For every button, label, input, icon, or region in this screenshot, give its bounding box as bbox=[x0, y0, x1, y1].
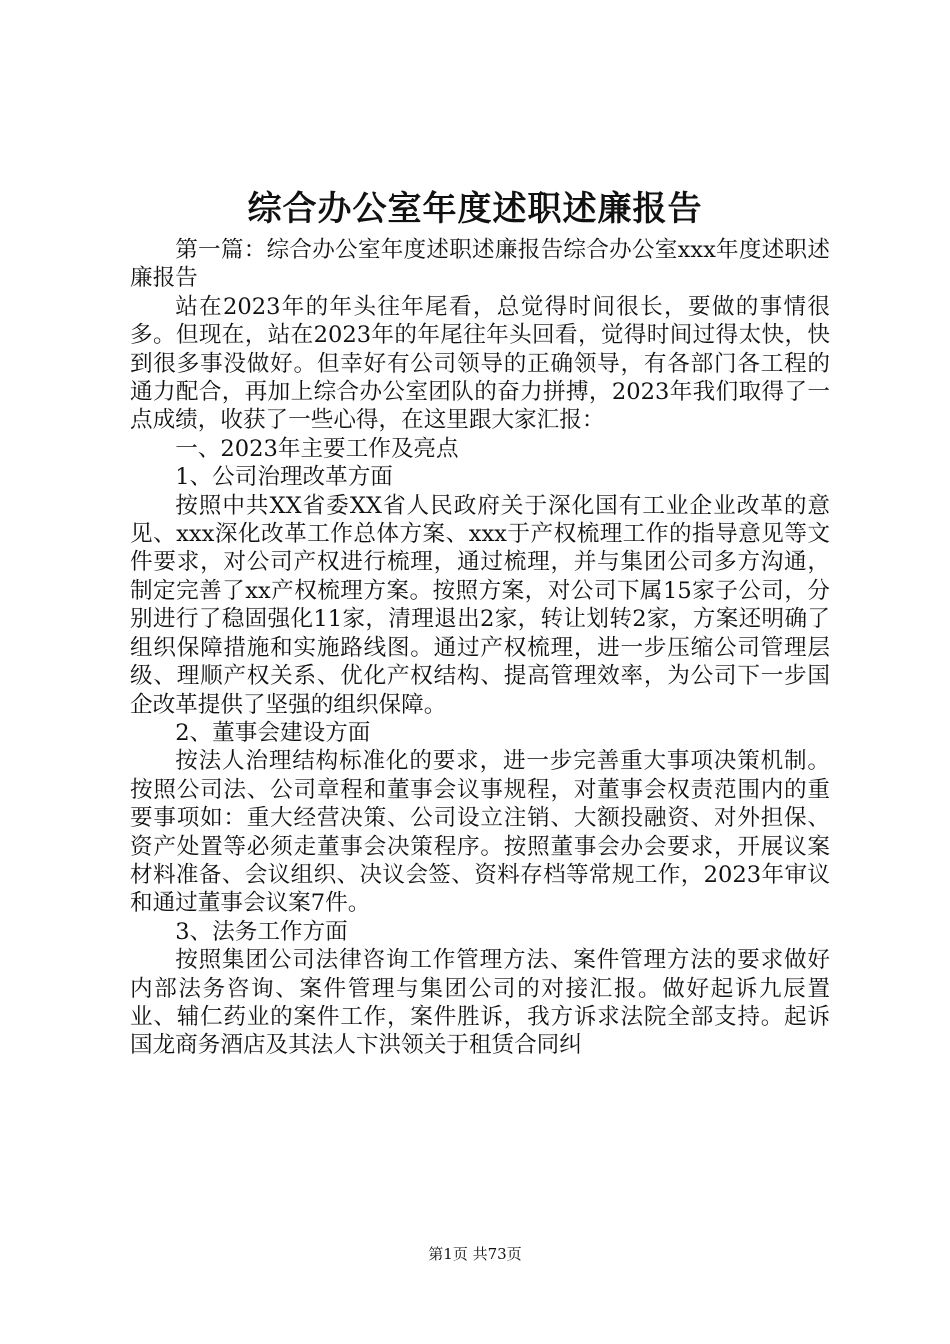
document-title: 综合办公室年度述职述廉报告 bbox=[247, 189, 703, 229]
paragraph-intro: 第一篇：综合办公室年度述职述廉报告综合办公室xxx年度述职述廉报告 bbox=[130, 237, 830, 292]
paragraph-board: 按法人治理结构标准化的要求，进一步完善重大事项决策机制。按照公司法、公司章程和董事会议事规程，对董事会权责范围内的重要事项如：重大经营决策、公司设立注销、大额投融资、对外担保、资产处置等必须走董事会决策程序。按照董事会办会要求，开展议案材料准备、会议组织、决议会签、资料存档等常规工作，2023年审议和通过董事会议案7件。 bbox=[130, 748, 830, 917]
paragraph-summary: 站在2023年的年头往年尾看，总觉得时间很长，要做的事情很多。但现在，站在2023年的年尾往年头回看，觉得时间过得太快，快到很多事没做好。但幸好有公司领导的正确领导，有各部门各工程的通力配合，再加上综合办公室团队的奋力拼搏，2023年我们取得了一点成绩，收获了一些心得，在这里跟大家汇报： bbox=[130, 293, 830, 434]
page-footer: 第1页 共73页 bbox=[428, 1245, 522, 1263]
subheading-board: 2、董事会建设方面 bbox=[175, 719, 371, 746]
document-body bbox=[130, 236, 830, 1060]
paragraph-legal: 按照集团公司法律咨询工作管理方法、案件管理方法的要求做好内部法务咨询、案件管理与集团公司的对接汇报。做好起诉九辰置业、辅仁药业的案件工作，案件胜诉，我方诉求法院全部支持。起诉国龙商务酒店及其法人卞洪领关于租赁合同纠 bbox=[130, 947, 830, 1059]
paragraph-governance: 按照中共XX省委XX省人民政府关于深化国有工业企业改革的意见、xxx深化改革工作总体方案、xxx于产权梳理工作的指导意见等文件要求，对公司产权进行梳理，通过梳理，并与集团公司多方沟通，制定完善了xx产权梳理方案。按照方案，对公司下属15家子公司，分别进行了稳固强化11家，清理退出2家，转让划转2家，方案还明确了组织保障措施和实施路线图。通过产权梳理，进一步压缩公司管理层级、理顺产权关系、优化产权结构、提高管理效率，为公司下一步国企改革提供了坚强的组织保障。 bbox=[130, 492, 830, 718]
subheading-legal: 3、法务工作方面 bbox=[175, 918, 348, 945]
section-heading-main-work: 一、2023年主要工作及亮点 bbox=[175, 435, 459, 462]
subheading-governance: 1、公司治理改革方面 bbox=[175, 464, 393, 491]
